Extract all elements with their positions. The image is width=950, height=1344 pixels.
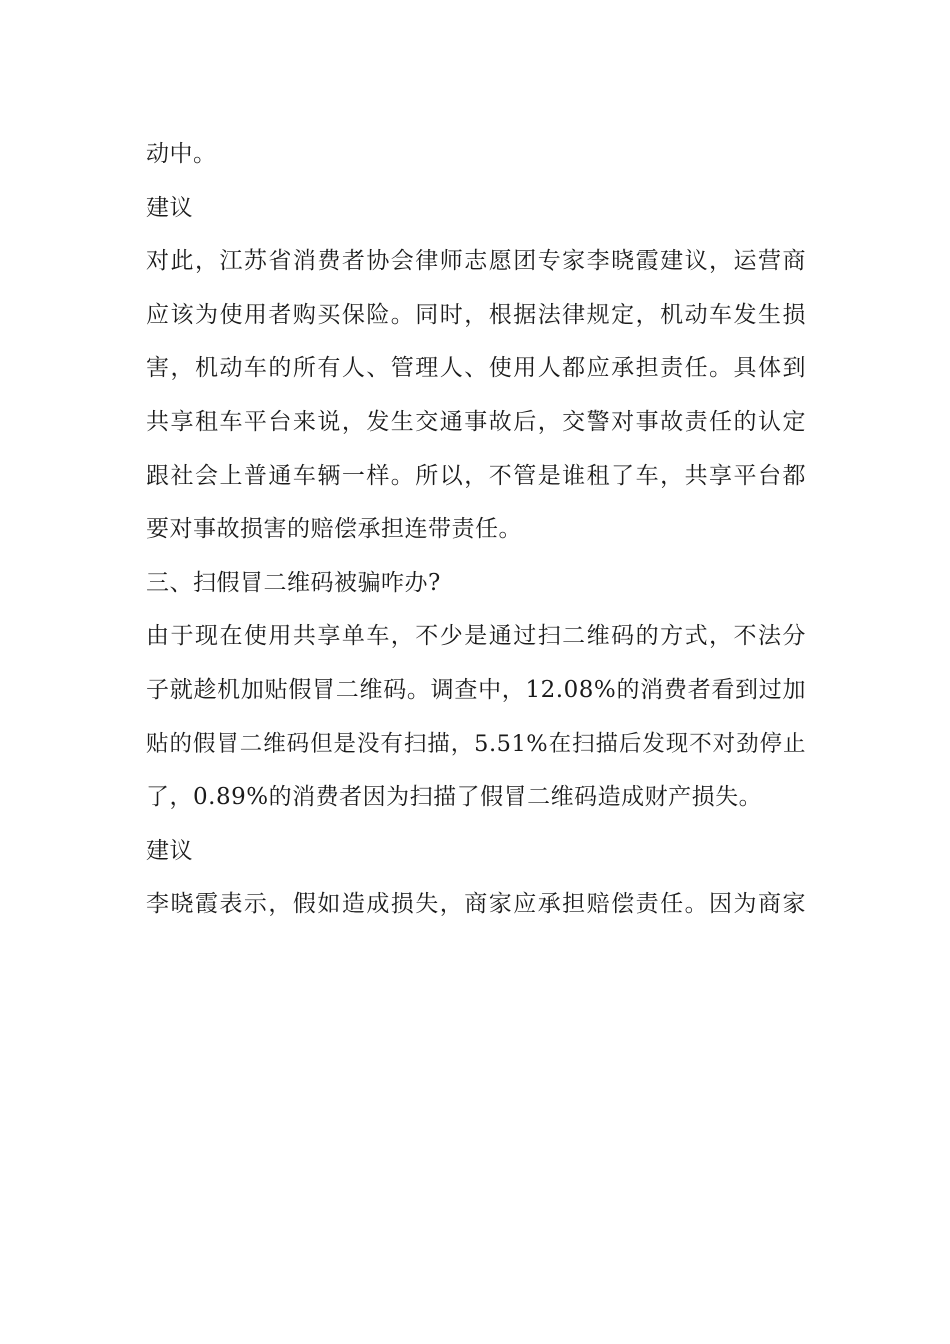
paragraph-line: 了，0.89%的消费者因为扫描了假冒二维码造成财产损失。 xyxy=(146,784,763,811)
paragraph-line: 害，机动车的所有人、管理人、使用人都应承担责任。具体到 xyxy=(146,355,806,382)
paragraph-line: 跟社会上普通车辆一样。所以，不管是谁租了车，共享平台都 xyxy=(146,462,806,489)
section-heading: 建议 xyxy=(146,194,193,221)
paragraph-line: 对此，江苏省消费者协会律师志愿团专家李晓霞建议，运营商 xyxy=(146,248,806,275)
paragraph-line: 应该为使用者购买保险。同时，根据法律规定，机动车发生损 xyxy=(146,301,806,328)
document-body xyxy=(146,128,806,932)
section-heading: 建议 xyxy=(146,837,193,864)
paragraph-line: 由于现在使用共享单车，不少是通过扫二维码的方式，不法分 xyxy=(146,623,806,650)
paragraph-line: 子就趁机加贴假冒二维码。调查中，12.08%的消费者看到过加 xyxy=(146,676,806,703)
paragraph-line: 要对事故损害的赔偿承担连带责任。 xyxy=(146,516,522,543)
section-heading: 三、扫假冒二维码被骗咋办? xyxy=(146,569,441,596)
paragraph-line: 动中。 xyxy=(146,141,217,167)
paragraph-line: 共享租车平台来说，发生交通事故后，交警对事故责任的认定 xyxy=(146,408,806,435)
paragraph-line: 李晓霞表示，假如造成损失，商家应承担赔偿责任。因为商家 xyxy=(146,891,806,918)
paragraph-line: 贴的假冒二维码但是没有扫描，5.51%在扫描后发现不对劲停止 xyxy=(146,730,806,757)
